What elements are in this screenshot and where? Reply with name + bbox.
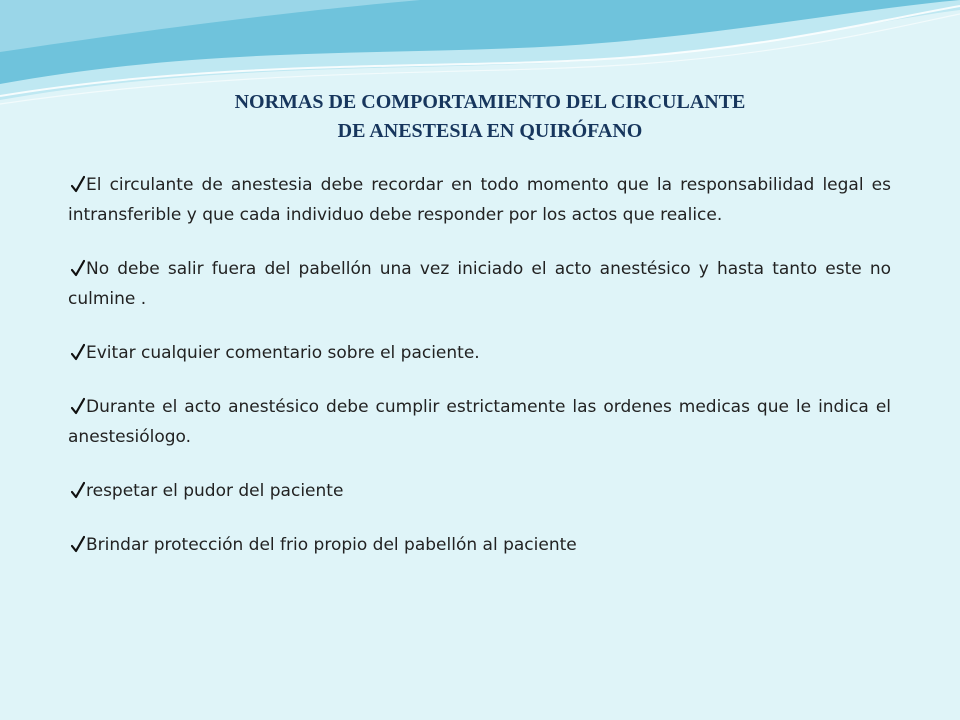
bullet-text: Evitar cualquier comentario sobre el paciente. <box>86 343 480 363</box>
bullet-text: Durante el acto anestésico debe cumplir estrictamente las ordenes medicas que le indica el anestesiólogo. <box>68 397 891 447</box>
check-mark-icon <box>71 478 85 502</box>
bullet-item <box>68 338 891 368</box>
title-line-1: NORMAS DE COMPORTAMIENTO DEL CIRCULANTE <box>234 91 746 113</box>
bullet-list <box>68 170 891 584</box>
bullet-text: No debe salir fuera del pabellón una vez iniciado el acto anestésico y hasta tanto este no culmine . <box>68 259 891 309</box>
bullet-text: respetar el pudor del paciente <box>86 481 344 501</box>
bullet-item <box>68 392 891 452</box>
title-line-2: DE ANESTESIA EN QUIRÓFANO <box>337 120 643 142</box>
bullet-text: El circulante de anestesia debe recordar en todo momento que la responsabilidad legal es intransferible y que cada individuo debe responder por los actos que realice. <box>68 175 891 225</box>
bullet-item <box>68 530 891 560</box>
bullet-item <box>68 476 891 506</box>
check-mark-icon <box>71 172 85 196</box>
check-mark-icon <box>71 532 85 556</box>
bullet-text: Brindar protección del frio propio del pabellón al paciente <box>86 535 577 555</box>
check-mark-icon <box>71 256 85 280</box>
bullet-item <box>68 170 891 230</box>
check-mark-icon <box>71 340 85 364</box>
check-mark-icon <box>71 394 85 418</box>
slide-title <box>140 88 840 146</box>
bullet-item <box>68 254 891 314</box>
